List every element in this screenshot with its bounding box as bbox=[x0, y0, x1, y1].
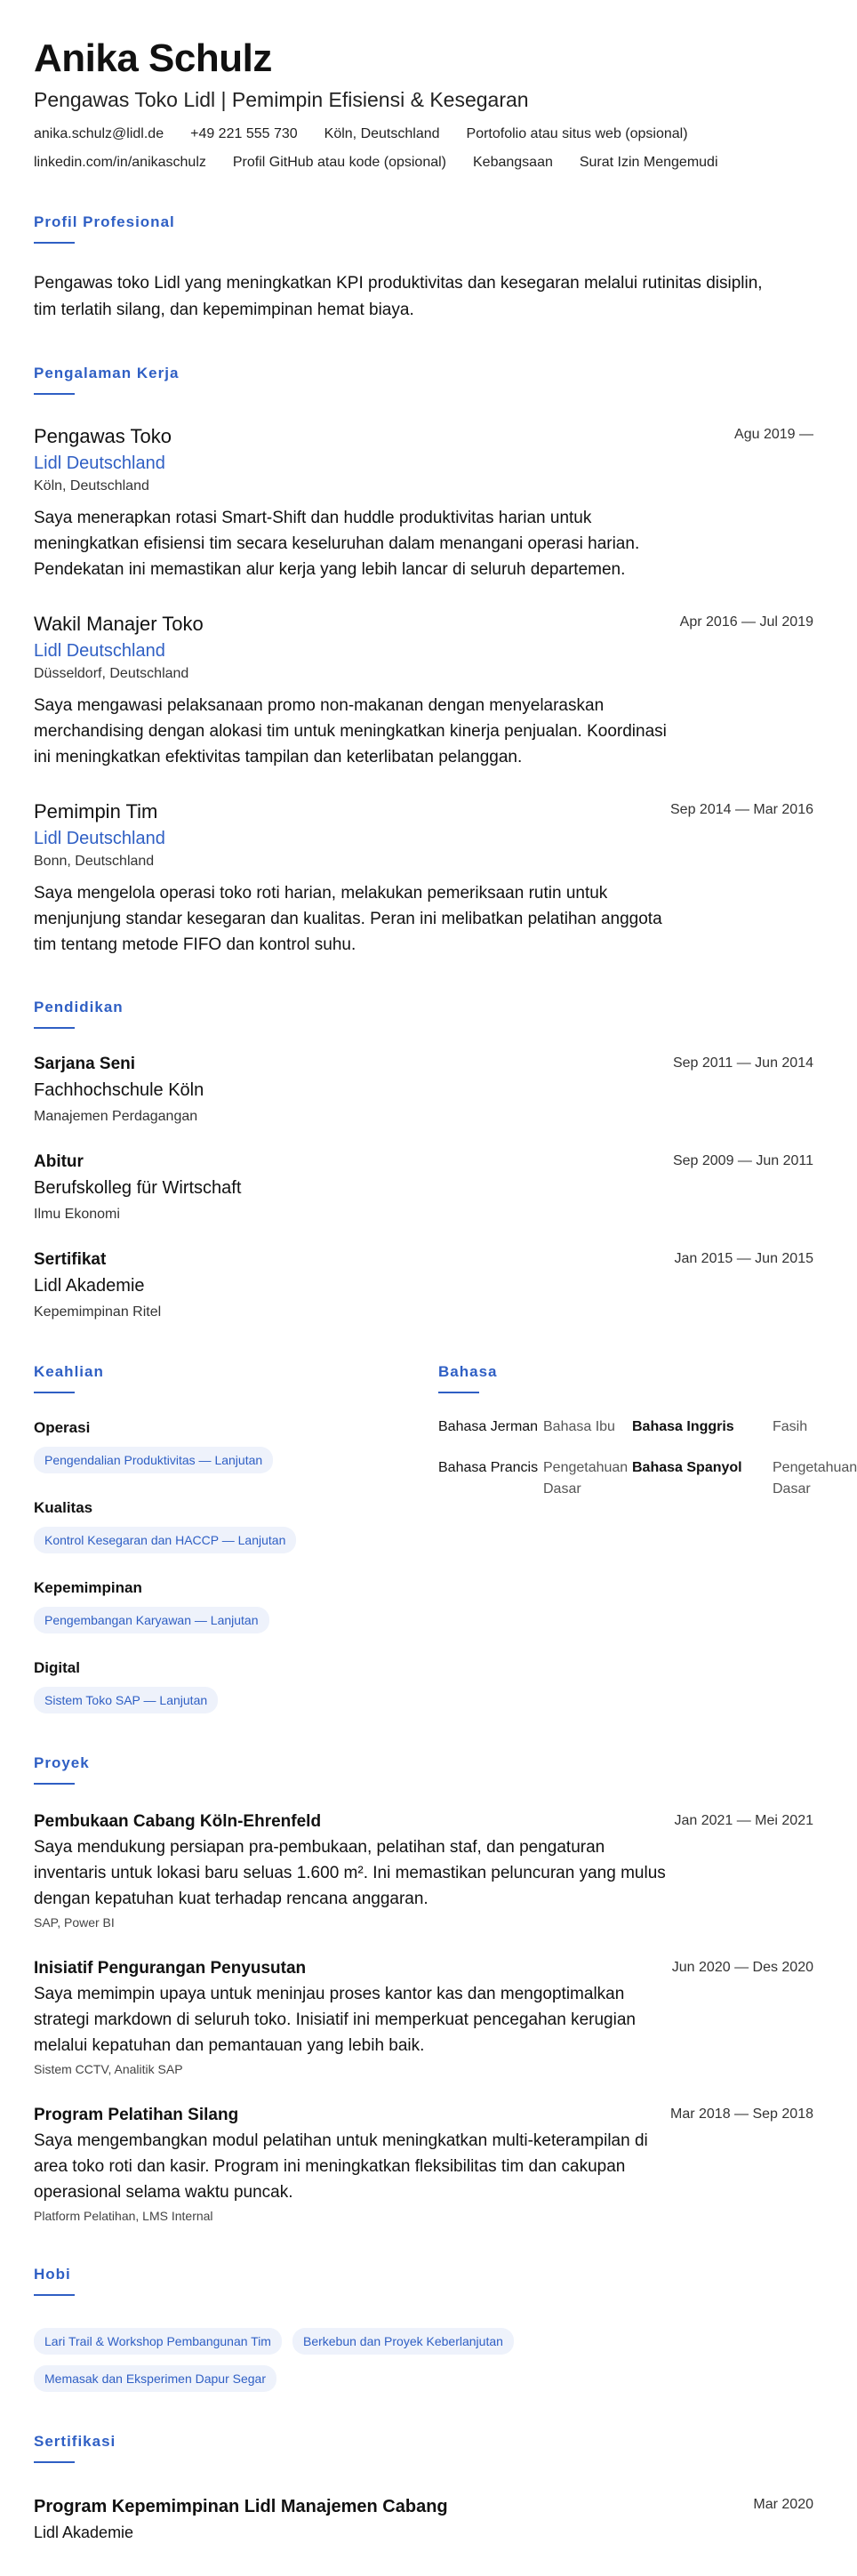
job-description: Saya mengawasi pelaksanaan promo non-makanan dengan menyelaraskan merchandising dengan alokasi tim untuk meningkatkan kinerja penjualan. Koordinasi ini meningkatkan efektivitas tampilan dan keterlibatan pelanggan. bbox=[34, 696, 667, 766]
section-title: Pengalaman Kerja bbox=[34, 365, 180, 381]
section-divider bbox=[34, 1027, 75, 1029]
education-school: Berufskolleg für Wirtschaft bbox=[34, 1178, 242, 1198]
job-employer: Lidl Deutschland bbox=[34, 453, 165, 473]
skill-group bbox=[34, 1658, 438, 1713]
job-date: Agu 2019 — bbox=[734, 427, 813, 442]
project-title: Pembukaan Cabang Köln-Ehrenfeld bbox=[34, 1812, 322, 1831]
candidate-headline: Pengawas Toko Lidl | Pemimpin Efisiensi & Kesegaran bbox=[34, 88, 529, 111]
education-entry bbox=[34, 1249, 813, 1322]
job-employer: Lidl Deutschland bbox=[34, 641, 165, 661]
contact-portfolio[interactable]: Portofolio atau situs web (opsional) bbox=[466, 126, 688, 141]
certification-title: Program Kepemimpinan Lidl Manajemen Cabang bbox=[34, 2497, 448, 2516]
skill-group bbox=[34, 1498, 438, 1553]
hobby-chip: Berkebun dan Proyek Keberlanjutan bbox=[292, 2328, 514, 2355]
hobby-chip: Memasak dan Eksperimen Dapur Segar bbox=[34, 2365, 276, 2392]
certifications-section bbox=[34, 2433, 813, 2543]
education-degree: Sertifikat bbox=[34, 1250, 107, 1269]
language-name: Bahasa Spanyol bbox=[632, 1460, 742, 1475]
hobby-chip: Lari Trail & Workshop Pembangunan Tim bbox=[34, 2328, 282, 2355]
job-title: Pengawas Toko bbox=[34, 425, 172, 447]
language-level: Fasih bbox=[773, 1419, 808, 1434]
project-title: Program Pelatihan Silang bbox=[34, 2106, 239, 2124]
language-list bbox=[438, 1416, 857, 1500]
job-description: Saya menerapkan rotasi Smart-Shift dan huddle produktivitas harian untuk meningkatkan efisiensi tim secara keseluruhan dalam menangani operasi harian. Pendekatan ini memastikan alur kerja yang lebih lancar di seluruh departemen. bbox=[34, 509, 640, 579]
education-field: Manajemen Perdagangan bbox=[34, 1109, 198, 1124]
skill-group-title: Operasi bbox=[34, 1419, 91, 1436]
section-divider bbox=[34, 393, 75, 395]
education-entry bbox=[34, 1152, 813, 1224]
job-title: Pemimpin Tim bbox=[34, 800, 158, 823]
job-description: Saya mengelola operasi toko roti harian, melakukan pemeriksaan rutin untuk menjunjung standar kesegaran dan kualitas. Peran ini melibatkan pelatihan anggota tim tentang metode FIFO dan kontrol suhu. bbox=[34, 884, 662, 954]
skill-group bbox=[34, 1578, 438, 1633]
education-date: Sep 2009 — Jun 2011 bbox=[672, 1153, 813, 1168]
certification-date: Mar 2020 bbox=[753, 2497, 813, 2512]
skills-section bbox=[34, 1363, 438, 1713]
education-school: Fachhochschule Köln bbox=[34, 1080, 204, 1100]
job-date: Apr 2016 — Jul 2019 bbox=[679, 614, 813, 630]
project-date: Jun 2020 — Des 2020 bbox=[671, 1960, 813, 1975]
language-name: Bahasa Prancis bbox=[438, 1460, 539, 1475]
job-entry bbox=[34, 800, 813, 958]
skill-group bbox=[34, 1418, 438, 1473]
section-title: Hobi bbox=[34, 2266, 71, 2283]
section-title: Keahlian bbox=[34, 1363, 104, 1380]
job-location: Köln, Deutschland bbox=[34, 478, 149, 494]
project-date: Jan 2021 — Mei 2021 bbox=[674, 1813, 813, 1828]
job-entry bbox=[34, 425, 813, 582]
contact-nationality: Kebangsaan bbox=[473, 155, 553, 170]
project-entry bbox=[34, 2105, 813, 2225]
language-level: Bahasa Ibu bbox=[543, 1419, 615, 1434]
contact-linkedin[interactable]: linkedin.com/in/anikaschulz bbox=[34, 155, 206, 170]
section-divider bbox=[34, 242, 75, 244]
contact-phone[interactable]: +49 221 555 730 bbox=[190, 126, 298, 141]
education-field: Ilmu Ekonomi bbox=[34, 1207, 120, 1222]
education-date: Jan 2015 — Jun 2015 bbox=[674, 1251, 813, 1266]
project-date: Mar 2018 — Sep 2018 bbox=[670, 2107, 813, 2122]
skill-chip: Pengembangan Karyawan — Lanjutan bbox=[34, 1607, 269, 1633]
language-name: Bahasa Inggris bbox=[632, 1419, 734, 1434]
section-title: Profil Profesional bbox=[34, 213, 175, 230]
hobbies-section bbox=[34, 2266, 813, 2392]
education-section bbox=[34, 999, 813, 1322]
contact-location: Köln, Deutschland bbox=[324, 126, 440, 141]
section-title: Bahasa bbox=[438, 1363, 498, 1380]
education-degree: Sarjana Seni bbox=[34, 1055, 136, 1073]
certification-entry bbox=[34, 2495, 813, 2543]
language-name: Bahasa Jerman bbox=[438, 1419, 539, 1434]
section-divider bbox=[34, 1392, 75, 1393]
education-entry bbox=[34, 1054, 813, 1127]
section-divider bbox=[34, 2294, 75, 2296]
skill-chip: Kontrol Kesegaran dan HACCP — Lanjutan bbox=[34, 1527, 296, 1553]
section-title: Pendidikan bbox=[34, 999, 124, 1015]
project-description: Saya mengembangkan modul pelatihan untuk meningkatkan multi-keterampilan di area toko roti dan kasir. Program ini meningkatkan fleksibilitas tim dan cakupan operasional selama waktu puncak. bbox=[34, 2131, 648, 2202]
candidate-name: Anika Schulz bbox=[34, 36, 272, 80]
skill-chip: Sistem Toko SAP — Lanjutan bbox=[34, 1687, 218, 1713]
project-title: Inisiatif Pengurangan Penyusutan bbox=[34, 1959, 307, 1978]
projects-section bbox=[34, 1754, 813, 2225]
job-entry bbox=[34, 613, 813, 770]
certification-issuer: Lidl Akademie bbox=[34, 2524, 134, 2541]
education-degree: Abitur bbox=[34, 1152, 84, 1171]
job-employer: Lidl Deutschland bbox=[34, 829, 165, 848]
profile-section bbox=[34, 213, 813, 324]
section-title: Sertifikasi bbox=[34, 2433, 116, 2450]
profile-summary: Pengawas toko Lidl yang meningkatkan KPI produktivitas dan kesegaran melalui rutinitas disiplin, tim terlatih silang, dan kepemimpinan hemat biaya. bbox=[34, 274, 763, 319]
skill-chip: Pengendalian Produktivitas — Lanjutan bbox=[34, 1447, 273, 1473]
job-location: Düsseldorf, Deutschland bbox=[34, 666, 189, 681]
project-entry bbox=[34, 1958, 813, 2078]
section-title: Proyek bbox=[34, 1754, 90, 1771]
experience-section bbox=[34, 365, 813, 958]
contact-email[interactable]: anika.schulz@lidl.de bbox=[34, 126, 164, 141]
job-date: Sep 2014 — Mar 2016 bbox=[670, 802, 813, 817]
contact-list bbox=[34, 124, 816, 173]
job-title: Wakil Manajer Toko bbox=[34, 613, 204, 635]
project-tech: SAP, Power BI bbox=[34, 1915, 115, 1930]
contact-github[interactable]: Profil GitHub atau kode (opsional) bbox=[232, 155, 446, 170]
project-description: Saya mendukung persiapan pra-pembukaan, pelatihan staf, dan pengaturan inventaris untuk lokasi baru seluas 1.600 m². Ini memastikan peluncuran yang mulus dengan kepatuhan kuat terhadap rencana anggaran. bbox=[34, 1838, 666, 1908]
education-date: Sep 2011 — Jun 2014 bbox=[672, 1055, 813, 1071]
contact-driving-license: Surat Izin Mengemudi bbox=[579, 155, 718, 170]
skill-group-title: Kualitas bbox=[34, 1499, 93, 1516]
language-level: Pengetahuan Dasar bbox=[773, 1460, 857, 1497]
skills-languages-row bbox=[34, 1363, 857, 1713]
section-divider bbox=[438, 1392, 479, 1393]
project-tech: Platform Pelatihan, LMS Internal bbox=[34, 2209, 213, 2223]
section-divider bbox=[34, 1783, 75, 1785]
hobby-list bbox=[34, 2317, 816, 2392]
skill-group-title: Kepemimpinan bbox=[34, 1579, 142, 1596]
project-tech: Sistem CCTV, Analitik SAP bbox=[34, 2062, 183, 2076]
project-description: Saya memimpin upaya untuk meninjau proses kantor kas dan mengoptimalkan strategi markdown di seluruh toko. Inisiatif ini memperkuat pencegahan kerugian melalui kepatuhan dan pemantauan yang lebih baik. bbox=[34, 1985, 636, 2055]
skill-group-title: Digital bbox=[34, 1659, 80, 1676]
project-entry bbox=[34, 1811, 813, 1931]
languages-section bbox=[438, 1363, 857, 1713]
job-location: Bonn, Deutschland bbox=[34, 854, 155, 869]
section-divider bbox=[34, 2461, 75, 2463]
language-level: Pengetahuan Dasar bbox=[543, 1460, 629, 1497]
education-school: Lidl Akademie bbox=[34, 1276, 145, 1296]
education-field: Kepemimpinan Ritel bbox=[34, 1304, 162, 1320]
